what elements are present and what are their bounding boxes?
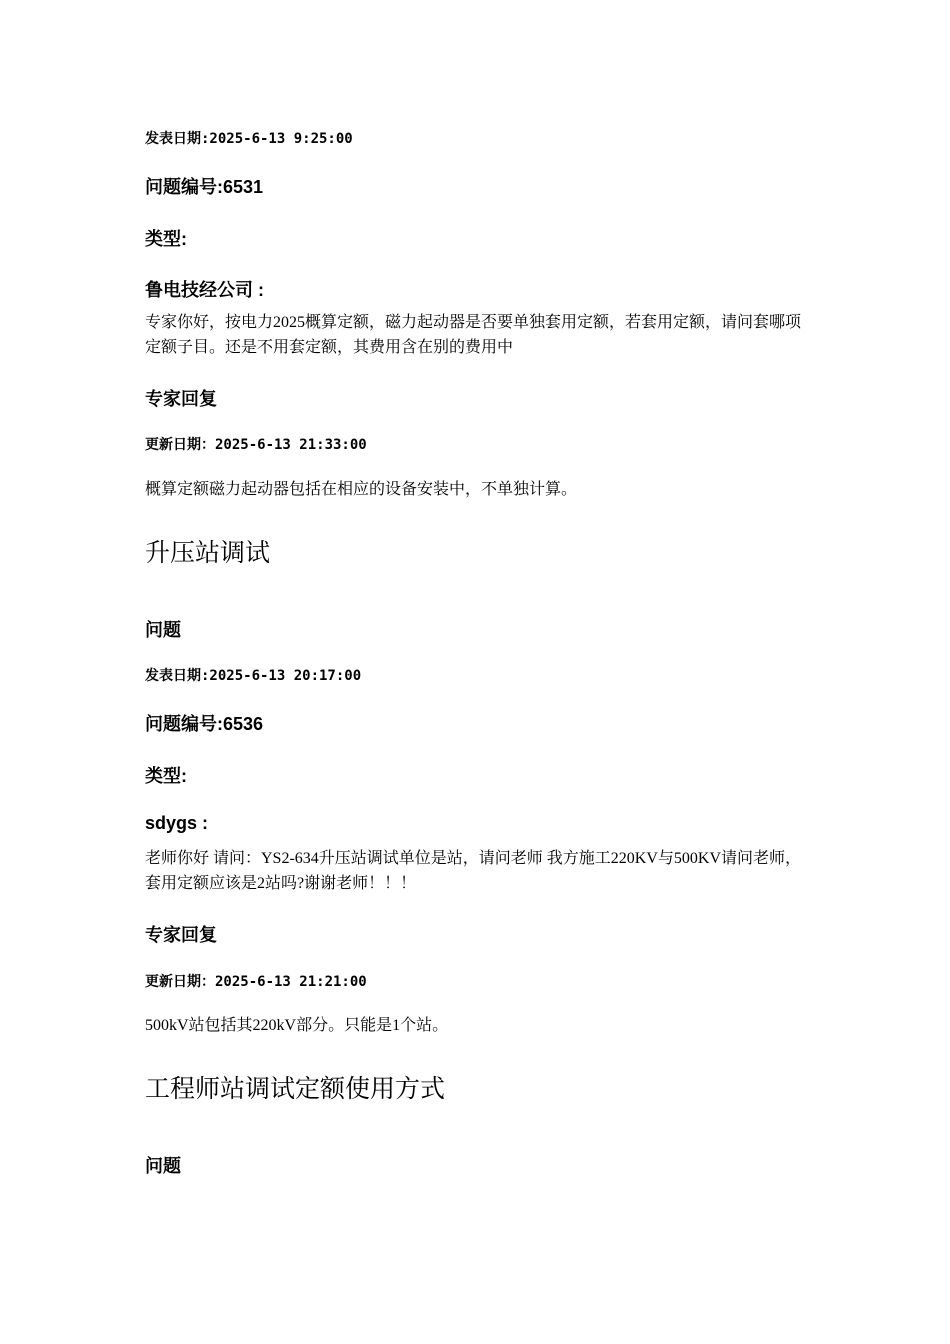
question-type: 类型: [145,229,187,249]
posted-date: 发表日期:2025-6-13 20:17:00 [145,668,362,684]
question-type: 类型: [145,766,187,786]
posted-date: 发表日期:2025-6-13 9:25:00 [145,131,353,147]
question-number: 问题编号:6536 [145,714,264,734]
answer-text: 500kV站包括其220kV部分。只能是1个站。 [145,1017,449,1034]
updated-date: 更新日期：2025-6-13 21:21:00 [145,974,367,990]
question-heading: 问题 [145,1156,181,1176]
asker-name: 鲁电技经公司 : [145,280,264,300]
updated-date: 更新日期：2025-6-13 21:33:00 [145,437,367,453]
entry-title: 升压站调试 [145,539,271,567]
answer-text: 概算定额磁力起动器包括在相应的设备安装中，不单独计算。 [145,481,578,498]
question-number: 问题编号:6531 [145,177,264,197]
question-heading: 问题 [145,620,181,640]
entry-title: 工程师站调试定额使用方式 [145,1075,446,1103]
expert-reply-heading: 专家回复 [145,925,217,945]
question-text: 老师你好 请问：YS2-634升压站调试单位是站，请问老师 我方施工220KV与500KV请问老师，套用定额应该是2站吗?谢谢老师！！！ [145,850,802,892]
asker-name: sdygs : [145,813,209,833]
question-text: 专家你好，按电力2025概算定额，磁力起动器是否要单独套用定额，若套用定额，请问套哪项定额子目。还是不用套定额，其费用含在别的费用中 [145,314,802,356]
expert-reply-heading: 专家回复 [145,389,217,409]
